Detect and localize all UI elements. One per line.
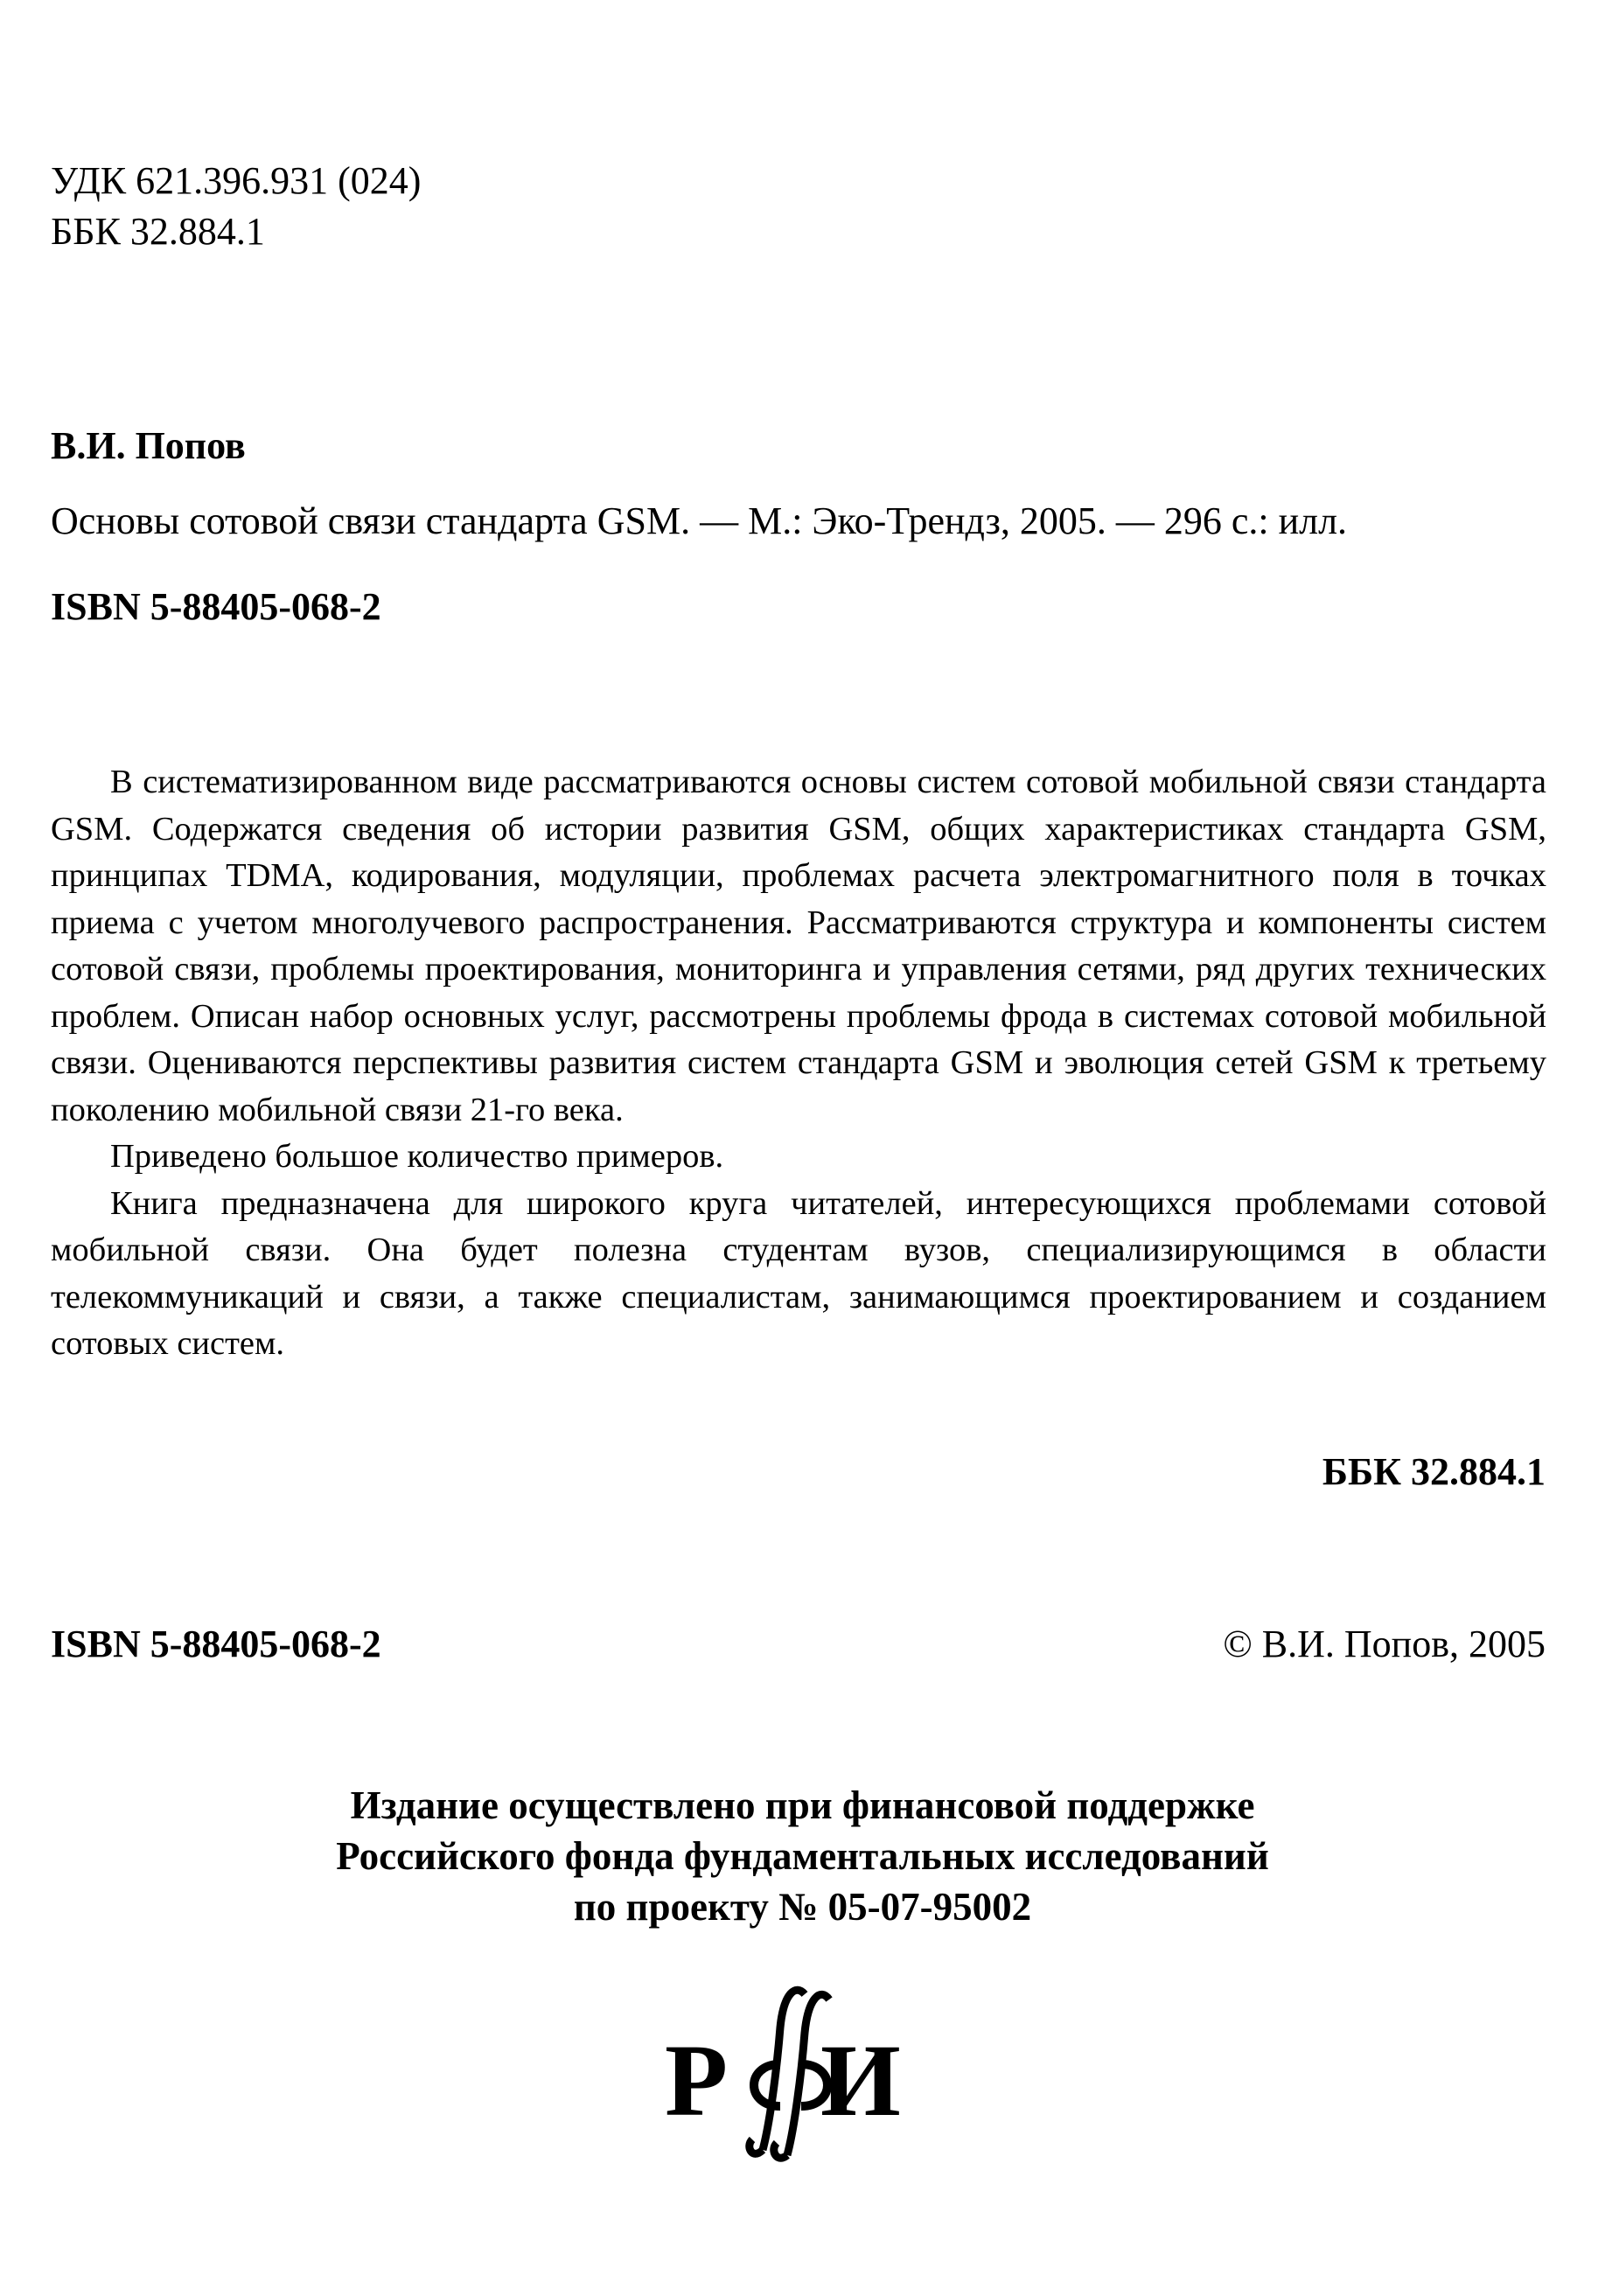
abstract-paragraph: Приведено большое количество примеров. (110, 1138, 724, 1175)
logo-double-f-icon (750, 1990, 829, 2158)
copyright: © В.И. Попов, 2005 (1223, 1623, 1546, 1665)
classification-block (51, 156, 421, 257)
abstract-paragraph: Книга предназначена для широкого круга читателей, интересующихся проблемами сотовой мобильной связи. Она будет полезна студентам вузов, специализирующимся в области телекоммуникаций и связи, а также специалистам, занимающимся проектированием и созданием сотовых систем. (51, 1184, 1546, 1362)
funding-line: Издание осуществлено при финансовой поддержке (350, 1783, 1255, 1827)
udk-code: УДК 621.396.931 (024) (51, 159, 422, 202)
bbk-code: ББК 32.884.1 (51, 210, 265, 253)
logo-letter-i: И (820, 2023, 901, 2138)
logo-letter-r: Р (665, 2023, 729, 2138)
funding-statement (0, 1780, 1605, 1932)
isbn-top: ISBN 5-88405-068-2 (51, 585, 381, 628)
rffi-logo (665, 1975, 927, 2167)
abstract-paragraph: В систематизированном виде рассматриваются основы систем сотовой мобильной связи стандарта GSM. Содержатся сведения об истории развития GSM, общих характеристиках стандарта GSM, принципах TDMA, кодирования, модуляции, проблемах расчета электромагнитного поля в точках приема с учетом многолучевого распространения. Рассматриваются структура и компоненты систем сотовой связи, проблемы проектирования, мониторинга и управления сетями, ряд других технических проблем. Описан набор основных услуг, рассмотрены проблемы фрода в системах сотовой мобильной связи. Оцениваются перспективы развития систем стандарта GSM и эволюция сетей GSM к третьему поколению мобильной связи 21-го века. (51, 764, 1546, 1128)
bibliographic-citation: Основы сотовой связи стандарта GSM. — М.: Эко-Трендз, 2005. — 296 с.: илл. (51, 499, 1348, 542)
abstract (51, 759, 1546, 1368)
isbn-bottom: ISBN 5-88405-068-2 (51, 1623, 381, 1665)
funding-line: Российского фонда фундаментальных исследований (336, 1834, 1269, 1878)
funding-line: по проекту № 05-07-95002 (573, 1885, 1032, 1929)
author-name: В.И. Попов (51, 424, 246, 467)
bbk-footer: ББК 32.884.1 (1322, 1450, 1546, 1493)
